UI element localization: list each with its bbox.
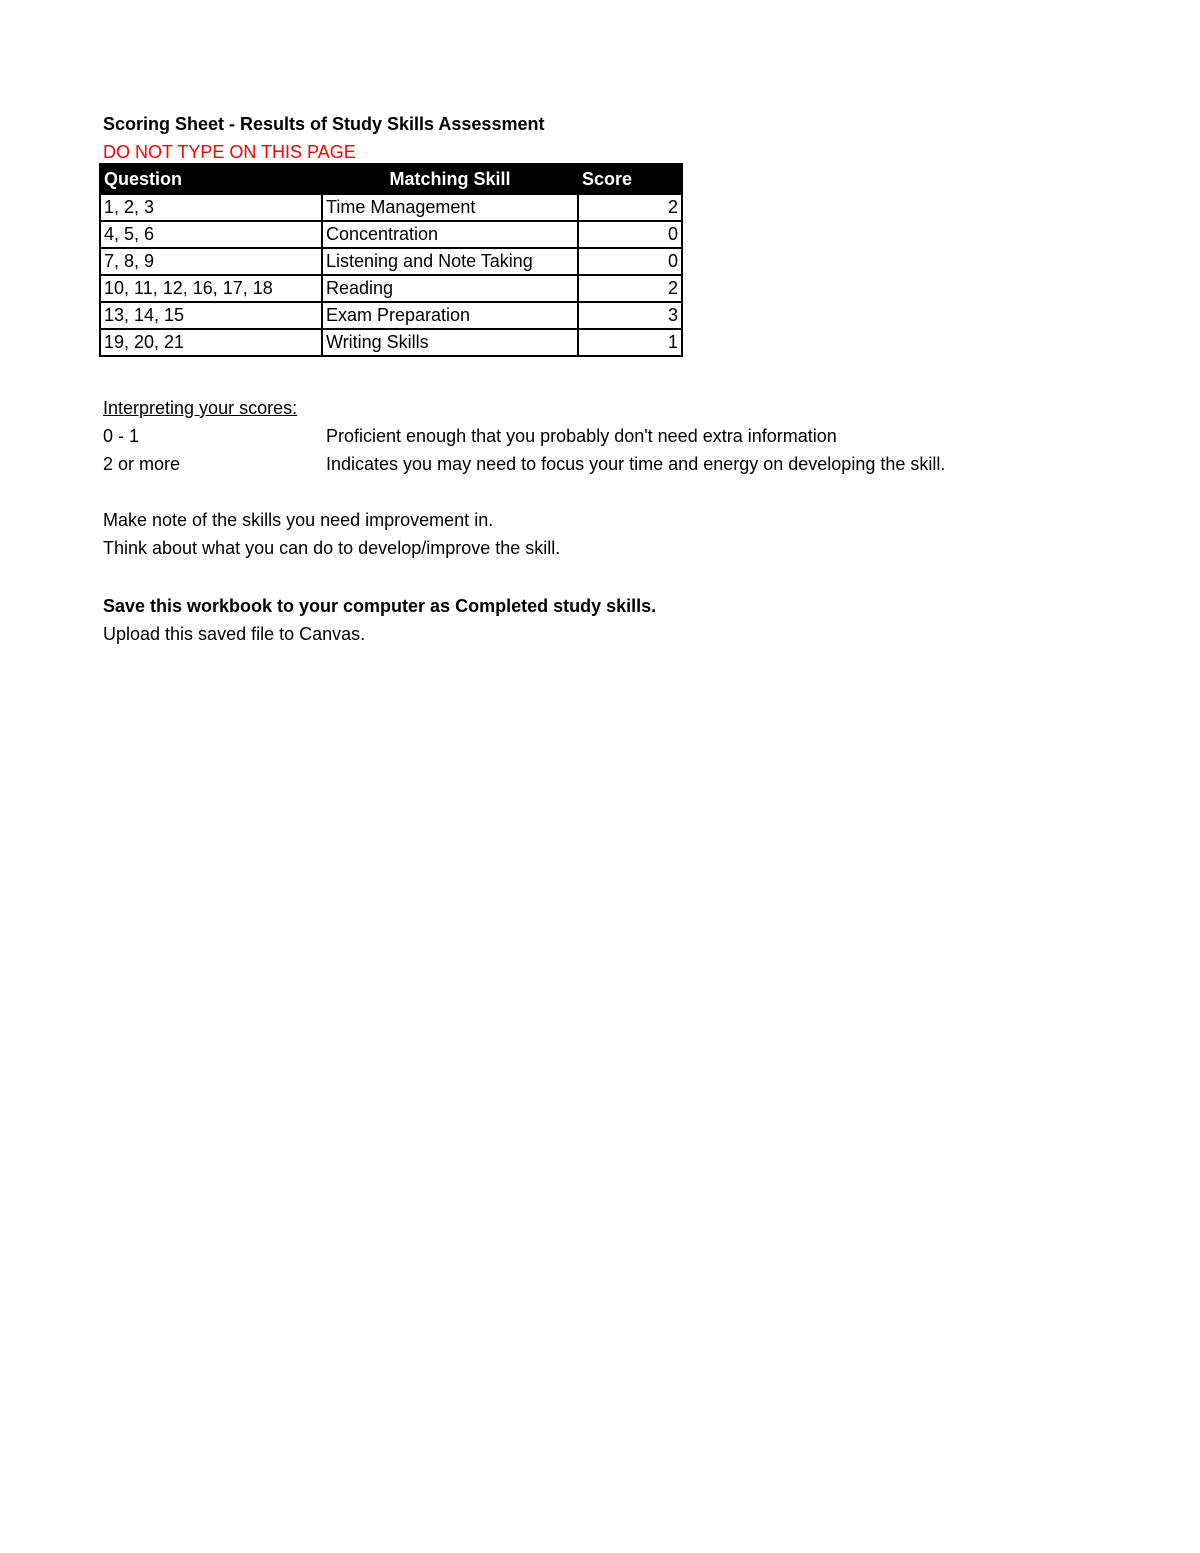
table-row [100, 221, 682, 248]
score-cell: 2 [578, 275, 682, 302]
question-cell: 19, 20, 21 [100, 329, 322, 356]
table-row [100, 329, 682, 356]
skill-cell: Concentration [322, 221, 578, 248]
header-question: Question [100, 164, 322, 194]
skill-cell: Writing Skills [322, 329, 578, 356]
table-header-row [100, 164, 682, 194]
table-row [100, 248, 682, 275]
score-range: 2 or more [103, 454, 181, 474]
note-line: Make note of the skills you need improvement in. [103, 510, 494, 530]
question-cell: 13, 14, 15 [100, 302, 322, 329]
score-cell: 2 [578, 194, 682, 221]
interpretation-row [103, 450, 1103, 478]
header-score: Score [578, 164, 682, 194]
header-matching-skill: Matching Skill [322, 164, 578, 194]
score-cell: 0 [578, 248, 682, 275]
table-row [100, 302, 682, 329]
table-row [100, 275, 682, 302]
skill-cell: Exam Preparation [322, 302, 578, 329]
interpretation-row [103, 422, 1103, 450]
table-row [100, 194, 682, 221]
question-cell: 7, 8, 9 [100, 248, 322, 275]
scoring-sheet [103, 110, 1103, 644]
interpretation-heading: Interpreting your scores: [103, 398, 298, 418]
page-title: Scoring Sheet - Results of Study Skills Assessment [103, 114, 545, 134]
score-meaning: Proficient enough that you probably don't need extra information [326, 426, 837, 446]
score-cell: 0 [578, 221, 682, 248]
upload-instruction: Upload this saved file to Canvas. [103, 624, 366, 644]
save-section [103, 592, 1103, 648]
score-cell: 3 [578, 302, 682, 329]
score-cell: 1 [578, 329, 682, 356]
question-cell: 4, 5, 6 [100, 221, 322, 248]
skill-cell: Time Management [322, 194, 578, 221]
skill-cell: Reading [322, 275, 578, 302]
question-cell: 1, 2, 3 [100, 194, 322, 221]
score-range: 0 - 1 [103, 426, 140, 446]
skill-cell: Listening and Note Taking [322, 248, 578, 275]
score-meaning: Indicates you may need to focus your time and energy on developing the skill. [326, 454, 946, 474]
warning-text: DO NOT TYPE ON THIS PAGE [103, 142, 356, 162]
interpretation-section [103, 394, 1103, 478]
save-instruction: Save this workbook to your computer as Completed study skills. [103, 596, 657, 616]
question-cell: 10, 11, 12, 16, 17, 18 [100, 275, 322, 302]
scores-table [99, 163, 683, 357]
note-line: Think about what you can do to develop/improve the skill. [103, 538, 561, 558]
notes-section [103, 506, 1103, 562]
